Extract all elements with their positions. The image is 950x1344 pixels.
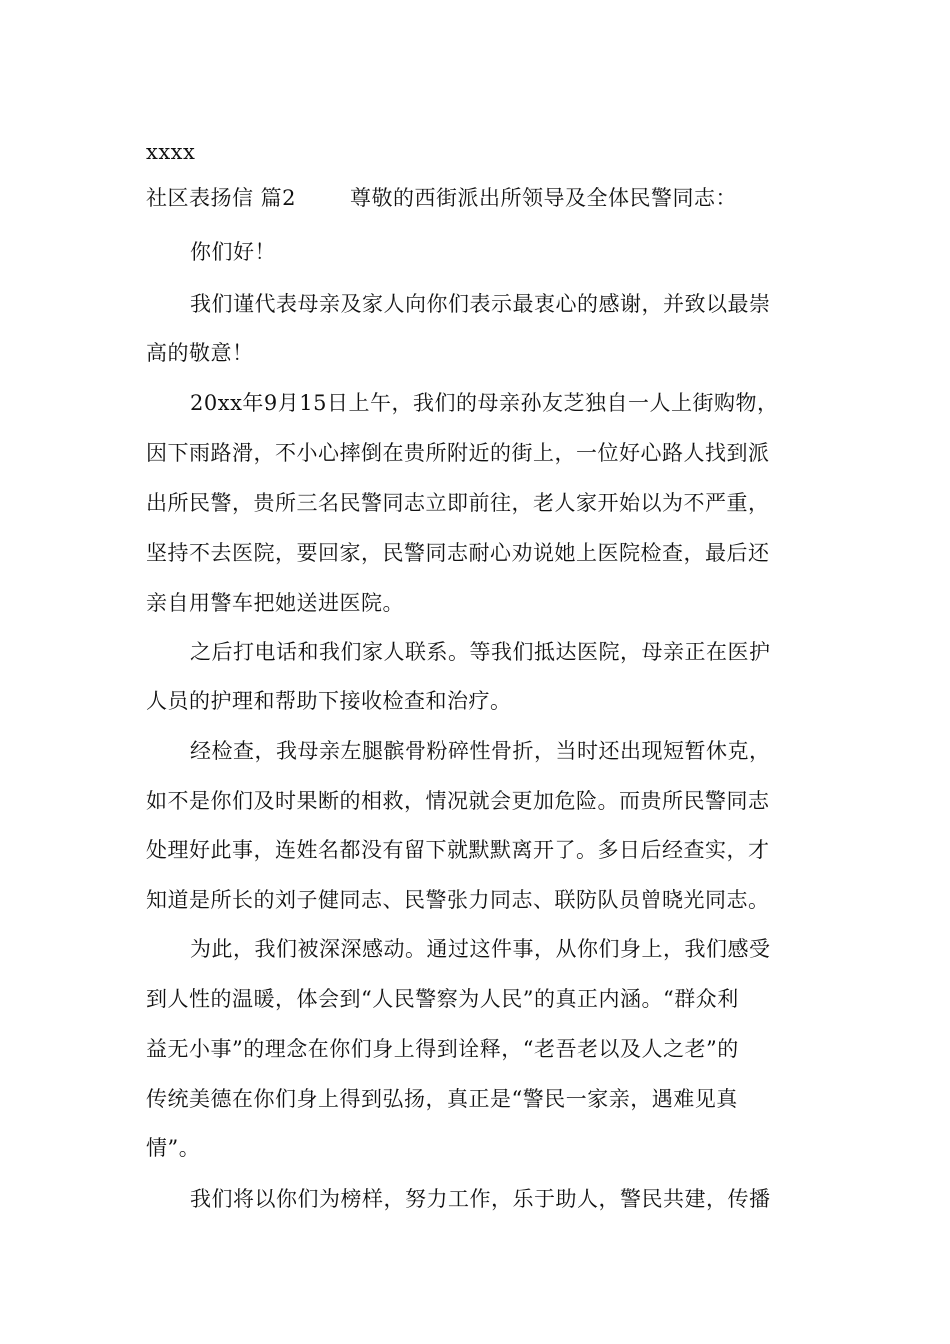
paragraph-line: 我们将以你们为榜样，努力工作，乐于助人，警民共建，传播 <box>190 1187 771 1211</box>
paragraph-line: 到人性的温暖，体会到“人民警察为人民”的真正内涵。“群众利 <box>146 987 739 1011</box>
paragraph-line: 如不是你们及时果断的相救，情况就会更加危险。而贵所民警同志 <box>146 789 770 813</box>
paragraph-line: 因下雨路滑，不小心摔倒在贵所附近的街上，一位好心路人找到派 <box>146 441 770 465</box>
greeting-line: 你们好！ <box>190 240 276 264</box>
paragraph-line: 20xx年9月15日上午，我们的母亲孙友芝独自一人上街购物， <box>190 391 779 415</box>
paragraph-line: 出所民警，贵所三名民警同志立即前往，老人家开始以为不严重， <box>146 491 770 515</box>
paragraph-line: 坚持不去医院，要回家，民警同志耐心劝说她上医院检查，最后还 <box>146 541 770 565</box>
paragraph-line: 传统美德在你们身上得到弘扬，真正是“警民一家亲，遇难见真 <box>146 1087 738 1111</box>
paragraph-line: 知道是所长的刘子健同志、民警张力同志、联防队员曾晓光同志。 <box>146 888 770 912</box>
top-marker: xxxx <box>146 140 196 164</box>
paragraph-line: 情”。 <box>146 1136 201 1160</box>
paragraph-line: 处理好此事，连姓名都没有留下就默默离开了。多日后经查实，才 <box>146 838 770 862</box>
paragraph-line: 益无小事”的理念在你们身上得到诠释，“老吾老以及人之老”的 <box>146 1037 739 1061</box>
paragraph-line: 亲自用警车把她送进医院。 <box>146 591 404 615</box>
paragraph-line: 为此，我们被深深感动。通过这件事，从你们身上，我们感受 <box>190 937 771 961</box>
salutation: 尊敬的西街派出所领导及全体民警同志： <box>350 186 737 210</box>
paragraph-line: 人员的护理和帮助下接收检查和治疗。 <box>146 689 512 713</box>
paragraph-line: 经检查，我母亲左腿髌骨粉碎性骨折，当时还出现短暂休克， <box>190 739 771 763</box>
paragraph-line: 之后打电话和我们家人联系。等我们抵达医院，母亲正在医护 <box>190 640 771 664</box>
paragraph-line: 我们谨代表母亲及家人向你们表示最衷心的感谢，并致以最崇 <box>190 292 771 316</box>
heading-left: 社区表扬信 篇2 <box>146 186 297 210</box>
paragraph-line: 高的敬意！ <box>146 341 254 365</box>
